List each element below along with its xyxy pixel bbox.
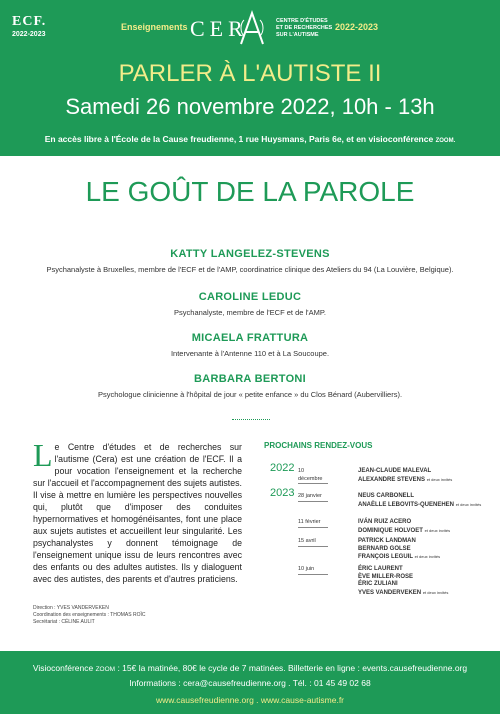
cera-subtitle: [276, 18, 332, 39]
ecf-logo: ECF.: [12, 14, 47, 29]
event-speakers: [358, 519, 450, 535]
cera-logo-text: CER: [190, 16, 248, 41]
speaker-name: KATTY LANGELEZ-STEVENS: [170, 248, 330, 260]
speaker-desc: Psychologue clinicienne à l'hôpital de jour « petite enfance » du Clos Bénard (Aubervilliers).: [97, 390, 403, 399]
dropcap: L: [33, 437, 53, 473]
event-speakers: [358, 566, 448, 597]
event-title: LE GOÛT DE LA PAROLE: [85, 176, 415, 207]
event-year: 2022: [270, 462, 295, 474]
event-speaker: ÉRIC ZULIANI: [358, 581, 398, 587]
event-day: 10 juin: [298, 566, 328, 575]
footer-pricing-a: Visioconférence: [32, 663, 94, 673]
event-speaker: ALEXANDRE STEVENS: [358, 476, 426, 483]
header-band: [0, 0, 500, 156]
credits: [33, 605, 145, 626]
event-speakers: [358, 493, 481, 509]
event-note: et deux invités: [422, 589, 449, 595]
divider: [232, 419, 270, 420]
upcoming-title: PROCHAINS RENDEZ-VOUS: [264, 441, 373, 450]
event-speaker: ANAËLLE LEBOVITS-QUENEHEN: [358, 501, 455, 508]
event-note: et deux invités: [424, 527, 451, 533]
event-note: et deux invités: [426, 476, 453, 482]
speaker: [0, 332, 500, 358]
event-speaker: PATRICK LANDMAN: [358, 538, 416, 544]
event-day: 28 janvier: [298, 493, 328, 502]
access-zoom: ZOOM.: [435, 138, 456, 144]
footer-pricing: [0, 663, 500, 673]
cera-subtitle-line: SUR L'AUTISME: [276, 32, 319, 38]
event-speaker: JEAN-CLAUDE MALEVAL: [358, 468, 432, 474]
event-date: Samedi 26 novembre 2022, 10h - 13h: [65, 94, 435, 119]
speaker: [0, 291, 500, 317]
ecf-year: 2022-2023: [12, 31, 46, 38]
cera-subtitle-line: ET DE RECHERCHES: [276, 25, 333, 31]
event-speakers: [358, 538, 440, 562]
credit-line: Secrétariat : CÉLINE AULIT: [33, 619, 95, 625]
intro-text: [33, 437, 242, 585]
footer-contact[interactable]: Informations : cera@causefreudienne.org . Tél. : 01 45 49 02 68: [129, 678, 371, 688]
footer-band: [0, 651, 500, 714]
access-text: En accès libre à l'École de la Cause freudienne, 1 rue Huysmans, Paris 6e, et en visioconférence: [44, 134, 434, 144]
footer-zoom: ZOOM: [95, 666, 116, 673]
event-speaker: NEUS CARBONELL: [358, 493, 415, 499]
cera-logo-letter: [237, 10, 267, 46]
cera-subtitle-line: CENTRE D'ÉTUDES: [276, 18, 328, 24]
speaker-name: CAROLINE LEDUC: [198, 291, 302, 303]
event-speaker: BERNARD GOLSE: [358, 545, 411, 552]
intro-paragraph: e Centre d'études et de recherches sur l'autisme (Cera) est une création de l'ECF. Il a pour vocation l'enseignement et la recherche sur l'accueil et l'accompagnement des sujets autistes. Il vise à mettre en lumière les perspectives nouvelles qui, plutôt que d'imposer des conduites hypernormatives et homogénéisantes, font une place aux sujets autistes et accueillent leur singularité. Les psychanalystes y donnent témoignage de l'enseignement unique issu de leurs rencontres avec des enfants ou des adultes autistes. Ils y dialoguent avec des autistes, des parents et d'autres praticiens.: [33, 442, 242, 584]
event-speaker: IVÁN RUIZ ACERO: [358, 519, 412, 525]
credit-line: Direction : YVES VANDERVEKEN: [33, 605, 109, 611]
credit-line: Coordination des enseignements : THOMAS ROÏC: [33, 612, 146, 618]
event-speakers: [358, 468, 452, 484]
event-day: 10 décembre: [298, 468, 328, 484]
speaker-desc: Psychanalyste à Bruxelles, membre de l'ECF et de l'AMP, coordinatrice clinique des Ateliers du 94 (La Louvière, Belgique).: [46, 265, 454, 274]
event-speaker: YVES VANDERVEKEN: [358, 589, 422, 596]
event-day: 11 février: [298, 519, 328, 528]
event-speaker: FRANÇOIS LEGUIL: [358, 554, 413, 560]
enseignements-label: Enseignements: [121, 22, 188, 32]
event-day: 15 avril: [298, 538, 328, 547]
speaker-name: BARBARA BERTONI: [193, 373, 307, 385]
footer-pricing-b[interactable]: : 15€ la matinée, 80€ le cycle de 7 matinées. Billetterie en ligne : events.causefreudienne.org: [117, 663, 468, 673]
speaker: [0, 248, 500, 274]
event-speaker: DOMINIQUE HOLVOET: [358, 527, 423, 534]
event-year: 2023: [270, 487, 295, 499]
series-title: PARLER À L'AUTISTE II: [118, 60, 382, 87]
season-year: 2022-2023: [335, 22, 379, 32]
access-info: [0, 134, 500, 144]
footer-websites[interactable]: www.causefreudienne.org . www.cause-autisme.fr: [155, 695, 345, 705]
event-speaker: ÉRIC LAURENT: [358, 566, 403, 572]
event-note: et deux invités: [414, 554, 441, 559]
speaker-desc: Intervenante à l'Antenne 110 et à La Soucoupe.: [170, 349, 330, 358]
speaker-name: MICAELA FRATTURA: [191, 332, 309, 344]
event-note: et deux invités: [455, 501, 482, 507]
speaker-desc: Psychanalyste, membre de l'ECF et de l'AMP.: [174, 308, 326, 317]
event-speaker: ÈVE MILLER-ROSE: [358, 573, 414, 580]
speaker: [0, 373, 500, 399]
